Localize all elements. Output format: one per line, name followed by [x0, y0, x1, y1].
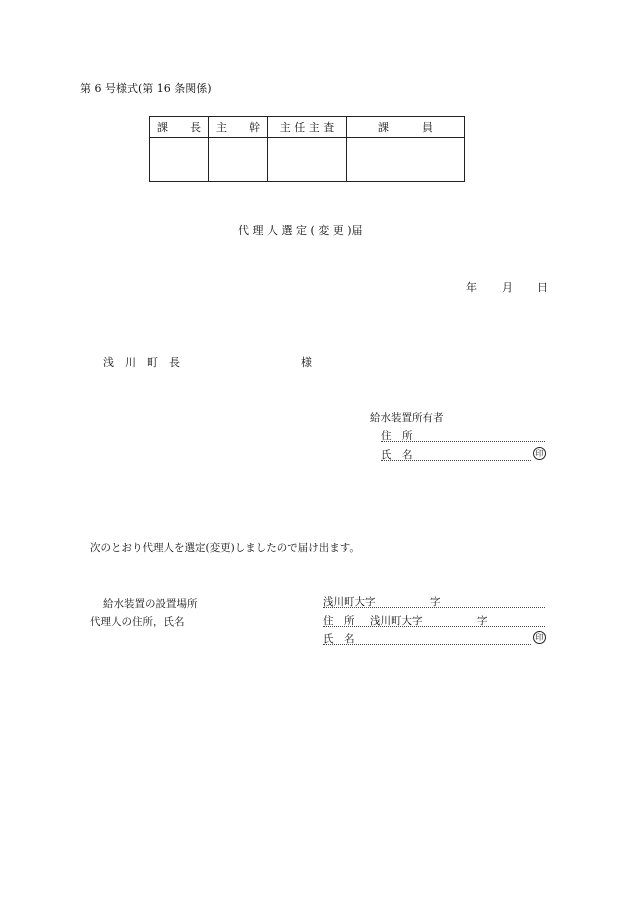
date-year-label: 年	[466, 281, 477, 294]
stamp-box	[347, 138, 465, 182]
approval-stamp-row	[150, 138, 465, 182]
location-line	[323, 594, 545, 608]
stamp-box	[150, 138, 209, 182]
agent-address-label: 住 所	[323, 615, 355, 627]
agent-address-line	[323, 613, 545, 627]
stamp-box	[268, 138, 347, 182]
stamp-box	[209, 138, 268, 182]
addressee-honorific: 様	[301, 356, 312, 369]
agent-name-label: 氏 名	[323, 633, 355, 645]
approval-header-cell: 主 幹	[209, 117, 268, 138]
agent-address-suffix: 字	[477, 615, 488, 627]
owner-address-label: 住 所	[381, 430, 413, 442]
statement-text: 次のとおり代理人を選定(変更)しましたので届け出ます。	[90, 542, 360, 554]
date-day-label: 日	[537, 281, 548, 294]
agent-seal-mark: 印	[533, 631, 546, 644]
approval-header-cell: 課 員	[347, 117, 465, 138]
approval-header-cell: 主 任 主 査	[268, 117, 347, 138]
owner-name-label: 氏 名	[381, 449, 413, 461]
agent-address-prefix: 浅川町大字	[370, 615, 423, 627]
owner-address-line	[381, 428, 545, 442]
approval-header-cell: 課 長	[150, 117, 209, 138]
approval-table	[149, 116, 465, 182]
location-label: 給水装置の設置場所	[103, 598, 198, 610]
agent-name-line	[323, 631, 531, 645]
form-number: 第 6 号様式(第 16 条関係)	[80, 82, 212, 95]
owner-heading: 給水装置所有者	[370, 412, 444, 424]
location-suffix: 字	[430, 596, 441, 608]
agent-label: 代理人の住所，氏名	[90, 616, 185, 628]
approval-header-row	[150, 117, 465, 138]
date-month-label: 月	[502, 281, 513, 294]
document-title: 代 理 人 選 定 ( 変 更 )届	[238, 224, 363, 237]
owner-seal-mark: 印	[533, 447, 546, 460]
location-prefix: 浅川町大字	[323, 596, 376, 608]
owner-name-line	[381, 447, 531, 461]
addressee-name: 浅 川 町 長	[103, 356, 180, 369]
